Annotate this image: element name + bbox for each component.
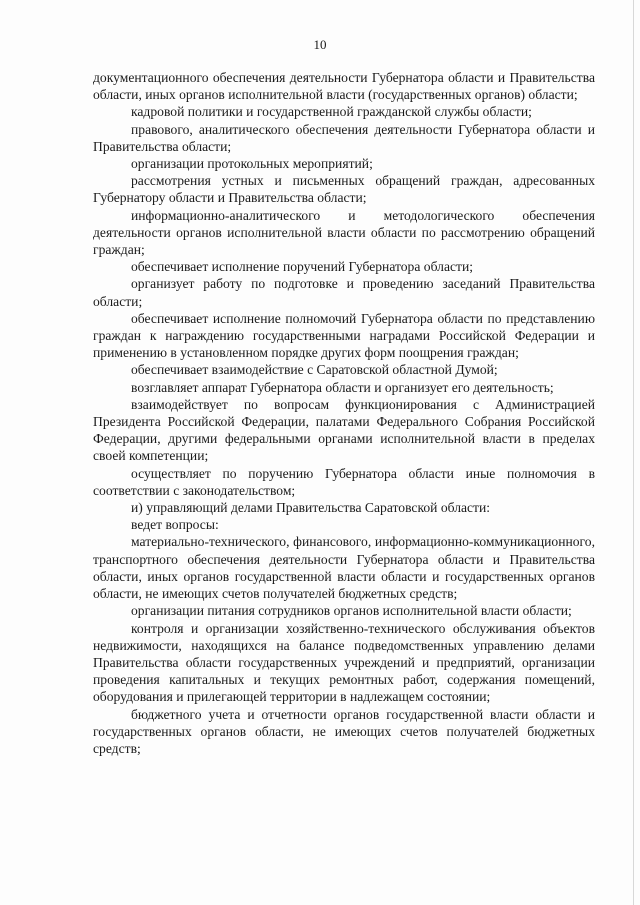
paragraph-analytical-support: информационно-аналитического и методологического обеспечения деятельности органов исполнительной власти области по рассмотрению обращений граждан; [93, 207, 595, 258]
paragraph-legal-support: правового, аналитического обеспечения деятельности Губернатора области и Правительства области; [93, 121, 595, 154]
page-edge-line [633, 0, 634, 905]
paragraph-government-meetings: организует работу по подготовке и проведению заседаний Правительства области; [93, 276, 595, 309]
paragraph-documentation-support: документационного обеспечения деятельности Губернатора области и Правительства области, иных органов исполнительной власти (государственных органов) области; [93, 70, 595, 103]
paragraph-citizen-appeals: рассмотрения устных и письменных обращений граждан, адресованных Губернатору области и Правительства области; [93, 173, 595, 206]
paragraph-personnel-policy: кадровой политики и государственной гражданской службы области; [131, 104, 532, 120]
paragraph-heads-apparatus: возглавляет аппарат Губернатора области и организует его деятельность; [131, 379, 554, 395]
paragraph-handles-issues: ведет вопросы: [131, 517, 219, 533]
paragraph-material-support: материально-технического, финансового, информационно-коммуникационного, транспортного обеспечения деятельности Губернатора области и Правительства области, иных органов государственной власти области и государственных органов области, не имеющих счетов получателей бюджетных средств; [93, 534, 595, 602]
paragraph-budget-accounting: бюджетного учета и отчетности органов государственной власти области и государственных органов области, не имеющих счетов получателей бюджетных средств; [93, 706, 595, 756]
paragraph-staff-catering: организации питания сотрудников органов исполнительной власти области; [131, 603, 572, 619]
paragraph-state-awards: обеспечивает исполнение полномочий Губернатора области по представлению граждан к награждению государственными наградами Российской Федерации и применению в установленном порядке других форм поощрения граждан; [93, 310, 595, 361]
paragraph-protocol-events: организации протокольных мероприятий; [131, 156, 373, 172]
paragraph-governor-orders: обеспечивает исполнение поручений Губернатора области; [131, 259, 474, 275]
page-number: 10 [313, 37, 327, 52]
document-body [93, 69, 595, 757]
paragraph-item-i-business-manager: и) управляющий делами Правительства Саратовской области: [131, 500, 491, 516]
paragraph-facility-maintenance: контроля и организации хозяйственно-технического обслуживания объектов недвижимости, находящихся на балансе подведомственных управлению делами Правительства области государственных учреждений и предприятий, организации проведения капитальных и текущих ремонтных работ, содержания помещений, оборудования и прилегающей территории в надлежащем состоянии; [93, 620, 595, 705]
paragraph-federal-interaction: взаимодействует по вопросам функционирования с Администрацией Президента Российской Федерации, палатами Федерального Собрания Российской Федерации, другими федеральными органами исполнительной власти в пределах своей компетенции; [93, 396, 595, 464]
paragraph-regional-duma: обеспечивает взаимодействие с Саратовской областной Думой; [131, 362, 498, 378]
paragraph-other-powers: осуществляет по поручению Губернатора области иные полномочия в соответствии с законодательством; [93, 465, 595, 498]
